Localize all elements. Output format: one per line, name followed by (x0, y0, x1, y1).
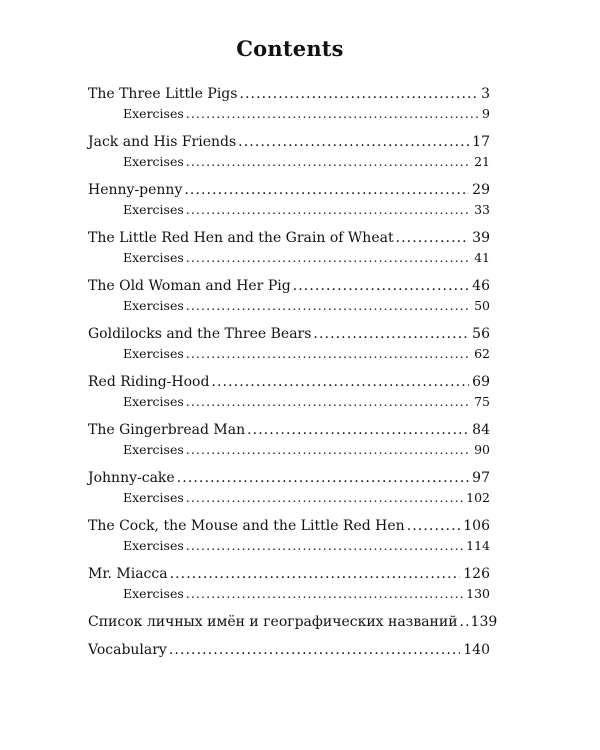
toc-group (88, 324, 490, 364)
page-title: Contents (236, 36, 344, 61)
dot-leader (186, 392, 471, 412)
toc-entry-vocabulary[interactable] (88, 640, 490, 660)
toc-subentry-page: 9 (482, 106, 490, 121)
toc-entry-title: Jack and His Friends (88, 134, 237, 150)
dot-leader (186, 104, 479, 124)
dot-leader (184, 180, 469, 200)
toc-entry-page: 39 (472, 230, 490, 246)
toc-subentry-title: Exercises (123, 106, 184, 121)
toc-subentry-title: Exercises (123, 538, 184, 553)
toc-entry-title: Goldilocks and the Three Bears (88, 326, 312, 342)
toc-entry[interactable] (88, 132, 490, 152)
toc-entry-page: 29 (472, 182, 490, 198)
dot-leader (186, 488, 463, 508)
dot-leader (293, 276, 469, 296)
toc-group (88, 84, 490, 124)
toc-subentry-page: 62 (474, 346, 490, 361)
toc-entry[interactable] (88, 324, 490, 344)
dot-leader (186, 200, 471, 220)
toc-entry[interactable] (88, 516, 490, 536)
toc-subentry[interactable] (88, 488, 490, 508)
toc-subentry[interactable] (88, 440, 490, 460)
table-of-contents (88, 84, 498, 668)
toc-subentry[interactable] (88, 392, 490, 412)
dot-leader (186, 248, 471, 268)
dot-leader (396, 228, 470, 248)
toc-entry-title: Henny-penny (88, 182, 183, 198)
dot-leader (239, 84, 478, 104)
toc-group (88, 612, 498, 632)
toc-group (88, 640, 490, 660)
toc-entry[interactable] (88, 420, 490, 440)
toc-subentry[interactable] (88, 344, 490, 364)
toc-entry[interactable] (88, 468, 490, 488)
dot-leader (211, 372, 469, 392)
toc-group (88, 276, 490, 316)
dot-leader (169, 640, 460, 660)
toc-subentry[interactable] (88, 200, 490, 220)
toc-entry[interactable] (88, 180, 490, 200)
toc-subentry-title: Exercises (123, 490, 184, 505)
toc-subentry[interactable] (88, 584, 490, 604)
toc-entry-page: 46 (472, 278, 490, 294)
toc-subentry-title: Exercises (123, 250, 184, 265)
dot-leader (407, 516, 461, 536)
dot-leader (247, 420, 469, 440)
toc-entry[interactable] (88, 276, 490, 296)
toc-subentry-page: 130 (466, 586, 490, 601)
dot-leader (460, 612, 468, 632)
dot-leader (186, 296, 471, 316)
toc-subentry-page: 75 (474, 394, 490, 409)
toc-subentry[interactable] (88, 248, 490, 268)
toc-subentry-page: 102 (466, 490, 490, 505)
toc-subentry-page: 41 (474, 250, 490, 265)
toc-entry-title: The Gingerbread Man (88, 422, 246, 438)
toc-subentry-page: 114 (466, 538, 490, 553)
toc-entry-title: Vocabulary (88, 642, 167, 658)
toc-entry-title: Mr. Miacca (88, 566, 168, 582)
dot-leader (186, 152, 471, 172)
toc-subentry-title: Exercises (123, 586, 184, 601)
toc-entry-title: The Little Red Hen and the Grain of Wheat (88, 230, 394, 246)
toc-entry-name-index[interactable] (88, 612, 498, 632)
toc-subentry-page: 90 (474, 442, 490, 457)
toc-entry-title: Список личных имён и географических названий (88, 614, 458, 630)
dot-leader (313, 324, 469, 344)
toc-entry[interactable] (88, 372, 490, 392)
toc-group (88, 468, 490, 508)
toc-entry-page: 56 (472, 326, 490, 342)
toc-entry[interactable] (88, 228, 490, 248)
toc-group (88, 180, 490, 220)
dot-leader (186, 536, 463, 556)
toc-subentry[interactable] (88, 104, 490, 124)
toc-subentry-page: 50 (474, 298, 490, 313)
toc-subentry-title: Exercises (123, 346, 184, 361)
toc-subentry-title: Exercises (123, 154, 184, 169)
toc-subentry-page: 33 (474, 202, 490, 217)
toc-entry-title: The Three Little Pigs (88, 86, 238, 102)
toc-entry-page: 3 (481, 86, 490, 102)
toc-entry-title: Red Riding-Hood (88, 374, 210, 390)
toc-entry-title: The Old Woman and Her Pig (88, 278, 291, 294)
toc-subentry-title: Exercises (123, 298, 184, 313)
toc-entry-page: 139 (470, 614, 498, 630)
toc-entry-page: 84 (472, 422, 490, 438)
toc-subentry-page: 21 (474, 154, 490, 169)
toc-entry-page: 97 (472, 470, 490, 486)
toc-entry-page: 69 (472, 374, 490, 390)
toc-entry-page: 140 (463, 642, 490, 658)
toc-group (88, 564, 490, 604)
dot-leader (186, 584, 463, 604)
toc-entry-title: The Cock, the Mouse and the Little Red Hen (88, 518, 405, 534)
toc-entry[interactable] (88, 84, 490, 104)
dot-leader (177, 468, 469, 488)
toc-entry[interactable] (88, 564, 490, 584)
dot-leader (238, 132, 469, 152)
dot-leader (186, 440, 471, 460)
dot-leader (170, 564, 461, 584)
toc-entry-page: 106 (463, 518, 490, 534)
toc-entry-title: Johnny-cake (88, 470, 175, 486)
toc-subentry-title: Exercises (123, 394, 184, 409)
toc-subentry-title: Exercises (123, 442, 184, 457)
toc-group (88, 420, 490, 460)
toc-group (88, 132, 490, 172)
toc-group (88, 372, 490, 412)
toc-subentry[interactable] (88, 296, 490, 316)
toc-entry-page: 126 (463, 566, 490, 582)
toc-subentry-title: Exercises (123, 202, 184, 217)
dot-leader (186, 344, 471, 364)
toc-subentry[interactable] (88, 536, 490, 556)
toc-group (88, 516, 490, 556)
toc-subentry[interactable] (88, 152, 490, 172)
toc-group (88, 228, 490, 268)
toc-entry-page: 17 (472, 134, 490, 150)
